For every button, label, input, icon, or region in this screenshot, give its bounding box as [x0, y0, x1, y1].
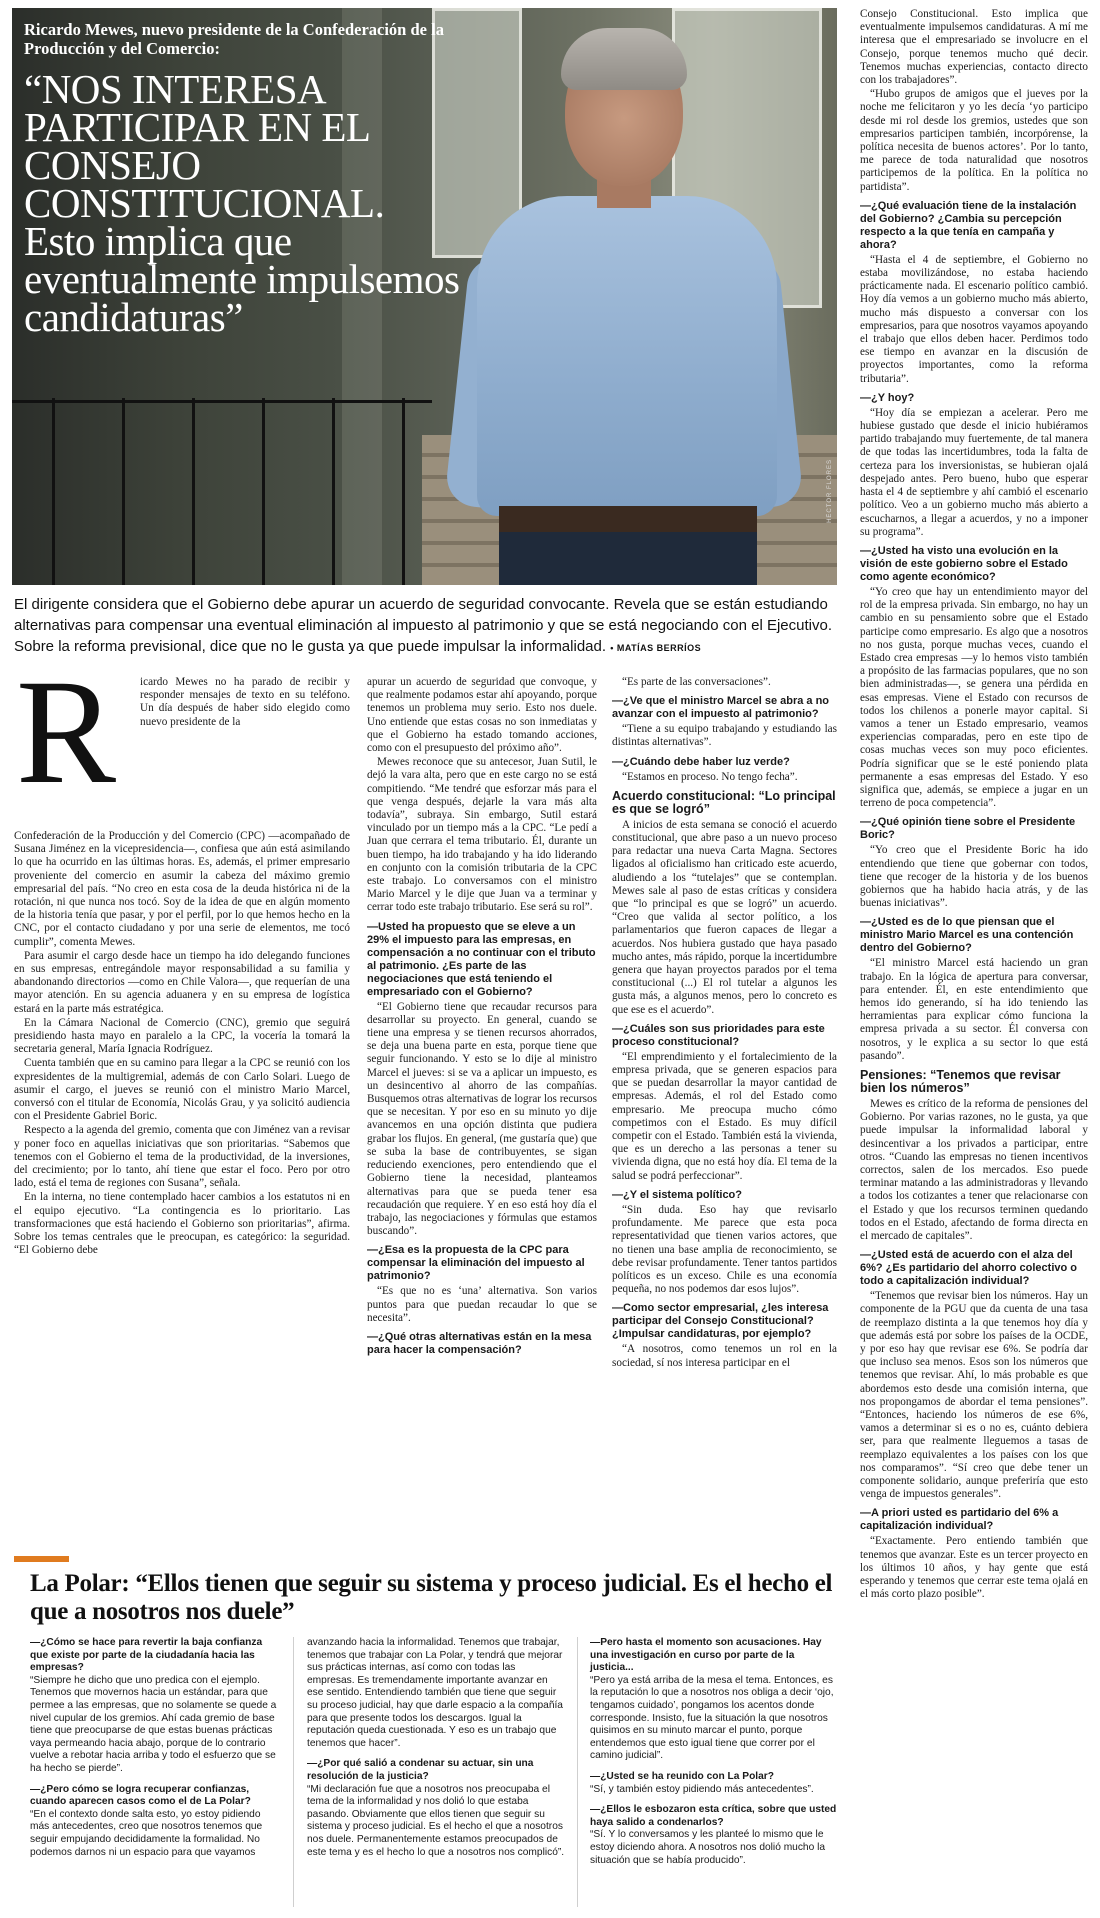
interview-question: —¿Usted está de acuerdo con el alza del 6%? ¿Es partidario del ahorro colectivo o todo a capitalización individual? — [860, 1249, 1077, 1288]
la-polar-column-1 — [30, 1637, 280, 1859]
article-column-2 — [367, 676, 597, 1359]
dropcap: R — [16, 649, 117, 815]
section-accent-bar — [14, 1556, 69, 1562]
interview-question: —Como sector empresarial, ¿les interesa participar del Consejo Constitucional? ¿Impulsar candidaturas, por ejemplo? — [612, 1302, 829, 1341]
article-paragraph: Consejo Constitucional. Esto implica que eventualmente impulsemos candidaturas. A mí me interesa que el empresariado se involucre en el Consejo, porque tenemos mucho qué decir. Tenemos muchas experiencias, contacto directo con los trabajadores”. — [860, 8, 1088, 87]
article-paragraph: “Estamos en proceso. No tengo fecha”. — [622, 770, 798, 783]
article-paragraph: “Hubo grupos de amigos que el jueves por la noche me felicitaron y yo les decía ‘yo participo desde mi rol desde los gremios, ustedes que son empresarios participen también, incorpórense, la política necesita de buenos actores’. Por lo tanto, me parece de toda naturalidad que nosotros participemos de la política. En la política no partidista”. — [860, 88, 1088, 193]
interview-question: —¿Usted se ha reunido con La Polar? — [590, 1770, 774, 1782]
standfirst — [14, 594, 844, 659]
photo-railing — [122, 398, 125, 585]
column-divider — [293, 1637, 294, 1907]
interview-question: —¿Usted es de lo que piensan que el ministro Mario Marcel es una contención dentro del Gobierno? — [860, 916, 1074, 955]
interview-question: —¿Por qué salió a condenar su actuar, sin una resolución de la justicia? — [307, 1758, 534, 1782]
article-paragraph: “Hoy día se empiezan a acelerar. Pero me hubiese gustado que desde el inicio hubiéramos partido trabajando muy fuertemente, de tal manera de que todas las incertidumbres, toda la falta de certeza para los inversionistas, se hubieran ojalá despejado antes. Pero bueno, hubo que esperar hasta el 4 de septiembre y ahí cambió el escenario político. Veo a un gobierno mucho más abierto a escucharnos, a llegar a acuerdos, y no a imponer su programa”. — [860, 406, 1088, 538]
la-polar-column-2 — [307, 1637, 565, 1859]
article-paragraph: Cuenta también que en su camino para llegar a la CPC se reunió con los expresidentes de la multigremial, además de con Carlo Solari. Luego de asumir el cargo, el jueves se reunió con el ministro Mario Marcel, conversó con el titular de Economía, Nicolás Grau, y ya solicitó audiencia con el Presidente Gabriel Boric. — [14, 1057, 350, 1123]
portrait-belt — [499, 506, 757, 532]
portrait-shirt — [477, 196, 777, 516]
interview-answer: “Sí, y también estoy pidiendo más antecedentes”. — [590, 1783, 814, 1795]
kicker: Ricardo Mewes, nuevo presidente de la Confederación de la Producción y del Comercio: — [24, 20, 444, 58]
standfirst-text: El dirigente considera que el Gobierno debe apurar un acuerdo de seguridad convocante. Revela que se están estudiando alternativas para compensar una eventual eliminación al impuesto al patrimonio y que se está negociando con el Ejecutivo. Sobre la reforma previsional, dice que no le gusta ya que puede impulsar la informalidad. — [14, 596, 832, 655]
article-paragraph: “Es parte de las conversaciones”. — [622, 676, 771, 688]
article-paragraph: “Exactamente. Pero entiendo también que tenemos que avanzar. Este es un tercer proyecto en los últimos 10 años, y hay gente que está esperando y tenemos que cerrar este tema ojalá en el más corto plazo posible”. — [860, 1535, 1088, 1601]
article-paragraph: “Es que no es ‘una’ alternativa. Son varios puntos para que puedan recaudar lo que se necesita”. — [367, 1285, 597, 1324]
article-paragraph: “Tiene a su equipo trabajando y estudiando las distintas alternativas”. — [612, 723, 837, 749]
interview-question: —¿Qué opinión tiene sobre el Presidente Boric? — [860, 816, 1076, 842]
article-paragraph: “Hasta el 4 de septiembre, el Gobierno no estaba movilizándose, no estaba haciendo prácticamente nada. El escenario político cambió. Hoy día vemos a un gobierno mucho más abierto, mucho más dispuesto a conversar con los empresarios, para que nosotros vayamos apoyando el trabajo que ellos deben hacer. Perdimos todo ese tiempo en avanzar en la discusión de proyectos importantes, como la reforma tributaria”. — [860, 253, 1088, 385]
article-paragraph: “El ministro Marcel está haciendo un gran trabajo. En la lógica de apertura para conversar, para entender. Él, en este entendimiento que hemos ido generando, sí ha ido teniendo las herramientas para explicar cómo funciona la empresa privada a su sector. Él conversa con nosotros, y le explica a su sector lo que está pasando”. — [860, 957, 1088, 1062]
interview-answer: “Mi declaración fue que a nosotros nos preocupaba el tema de la informalidad y nos dolió lo que estaba pasando. Obviamente que ellos tienen que seguir su sistema y proceso judicial. Es el hecho el que a nosotros nos duele. Permanentemente estamos preocupados de este tema y es el hecho lo que a nosotros nos complicó”. — [307, 1783, 565, 1858]
article-paragraph: apurar un acuerdo de seguridad que convoque, y que realmente podamos estar ahí apoyando, porque tenemos un problema muy serio. Esto nos duele. Uno entiende que estas cosas no son inmediatas y que el Gobierno ha estado tomando acciones, como con el presupuesto del próximo año”. — [367, 676, 597, 755]
article-paragraph: Mewes es crítico de la reforma de pensiones del Gobierno. Por varias razones, no le gusta, ya que puede impulsar la informalidad laboral y desincentivar a los privados a participar, entre otros. “Cuando las empresas no tienen incentivos correctos, salen de los mercados. Eso puede terminar matando a las administradoras y llevando a todos los cotizantes a tener que relacionarse con el Estado y que los recursos terminen quedando todos en el Estado, afectando de forma directa en el mercado de capitales”. — [860, 1098, 1088, 1243]
article-paragraph: “A nosotros, como tenemos un rol en la sociedad, sí nos interesa participar en el — [612, 1343, 837, 1369]
interview-question: —¿Cuándo debe haber luz verde? — [612, 755, 790, 768]
article-paragraph: Mewes reconoce que su antecesor, Juan Sutil, le dejó la vara alta, pero que en este cargo no se está compitiendo. “Me tendré que esforzar más para el que venga después, dejarle la vara más alta todavía”, subraya. Sin embargo, Sutil estará vinculado por un tiempo más a la CPC. “Le pedí a Juan que cerrara el tema tributario. Él, durante un buen tiempo, ha ido trabajando y ha ido liderando en conjunto con la comisión tributaria de la CPC este trabajo. Lo conversamos con el ministro Mario Marcel y le dije que Juan va a terminar y cerrar todo este trabajo tributario. Ese será su rol”. — [367, 756, 597, 914]
interview-answer: “Pero ya está arriba de la mesa el tema. Entonces, es la reputación lo que a nosotros nos obliga a decir ‘ojo, tengamos cuidado’, pongamos los acentos donde corresponde. Insisto, fue la situación la que nosotros quisimos en su minuto marcar el punto, porque entendemos que esto igual tiene que correr por el camino judicial”. — [590, 1674, 834, 1762]
interview-question: —¿Y el sistema político? — [612, 1188, 742, 1201]
photo-credit: HÉCTOR FLORES — [827, 459, 833, 523]
interview-question: —¿Cómo se hace para revertir la baja confianza que existe por parte de la ciudadanía hacia las empresas? — [30, 1637, 263, 1674]
interview-answer: “Siempre he dicho que uno predica con el ejemplo. Tenemos que movernos hacia un estándar, para que permee a las empresas, que no solamente se quede a nivel cupular de los gremios. Ahí cada gremio de base tiene que preocuparse de que estas buenas prácticas vaya permeando hacia abajo, porque de lo contrario vuelve a rebotar hacia arriba y todo el esfuerzo que se ha hecho se pierde”. — [30, 1674, 277, 1774]
interview-question: —¿Cuáles son sus prioridades para este proceso constitucional? — [612, 1022, 825, 1048]
interview-question: —¿Pero cómo se logra recuperar confianzas, cuando aparecen casos como el de La Polar? — [30, 1783, 251, 1808]
article-paragraph: Para asumir el cargo desde hace un tiempo ha ido delegando funciones en sus empresas, entregándole mayor responsabilidad a su familia y abandonando directorios —como en Chile Valora—, que requerían de una mayor atención. En su agencia aduanera y en su empresa de logística estará en la parte más estratégica. — [14, 949, 350, 1015]
interview-answer: “Sí. Y lo conversamos y les planteé lo mismo que le estoy diciendo ahora. A nosotros nos dolió mucho la situación que se había producido”. — [590, 1829, 826, 1866]
interview-question: —¿Qué otras alternativas están en la mesa para hacer la compensación? — [367, 1330, 592, 1356]
photo-railing — [402, 398, 405, 585]
column-divider — [577, 1637, 578, 1907]
interview-answer: “En el contexto donde salta esto, yo estoy pidiendo más antecedentes, creo que nosotros tenemos que seguir empujando decididamente la formalidad. No podemos darnos ni un espacio para que vayamos — [30, 1808, 263, 1858]
article-column-3 — [612, 676, 837, 1371]
interview-answer: avanzando hacia la informalidad. Tenemos que trabajar, tenemos que trabajar con La Polar, y tendrá que mejorar sus prácticas internas, así como con todas las empresas. Es tremendamente importante avanzar en ese sentido. Entendiendo también que tiene que seguir su proceso judicial, hay que darle espacio a la compañía para que presente todos los descargos. Igual la reputación queda cuestionada. Y eso es un trabajo que tenemos que hacer”. — [307, 1637, 563, 1749]
article-column-4 — [860, 8, 1088, 1603]
interview-question: —¿Usted ha visto una evolución en la visión de este gobierno sobre el Estado como agente económico? — [860, 544, 1068, 583]
photo-railing — [12, 400, 432, 403]
interview-question: —¿Y hoy? — [860, 391, 915, 404]
byline: • MATÍAS BERRÍOS — [610, 643, 702, 653]
photo-railing — [262, 398, 265, 585]
article-paragraph: En la Cámara Nacional de Comercio (CNC), gremio que seguirá presidiendo hasta mayo en paralelo a la CPC, la vocería la tomará la secretaria general, María Ignacia Rodríguez. — [14, 1016, 350, 1056]
la-polar-headline: La Polar: “Ellos tienen que seguir su sistema y proceso judicial. Es el hecho el que a nosotros nos duele” — [30, 1570, 833, 1625]
interview-question: —Usted ha propuesto que se eleve a un 29% el impuesto para las empresas, en compensación a no continuar con el tributo al patrimonio. ¿Es parte de las negociaciones que está teniendo el empresariado con el Gobierno? — [367, 920, 596, 998]
article-column-1-top — [16, 649, 350, 815]
portrait-pants — [499, 532, 757, 585]
article-paragraph: “Tenemos que revisar bien los números. Hay un componente de la PGU que da cuenta de una tasa de reemplazo distinta a la que tenemos hoy día y que además está por sobre los países de la OCDE, y por eso hay que revisar ese 6%. Se podría dar que incluso sea menos. Esos son los números que tenemos que revisar. Ahí, lo más probable es que abordemos esto desde una comisión interna, que nos propongamos de abordar el tema pensiones”. “Entonces, haciendo los números de ese 6%, vamos a determinar si es o no es, cuánto debiera ser, para que realmente lleguemos a tasas de reemplazo equivalentes a los países con los que nos comparamos”. “Sí creo que debe tener un componente solidario, aunque preferiría que esto venga de impuestos generales”. — [860, 1290, 1088, 1501]
interview-question: —¿Qué evaluación tiene de la instalación del Gobierno? ¿Cambia su percepción respecto a la que tenía en campaña y ahora? — [860, 199, 1077, 251]
interview-question: —A priori usted es partidario del 6% a capitalización individual? — [860, 1507, 1059, 1533]
article-paragraph: En la interna, no tiene contemplado hacer cambios a los estatutos ni en el equipo ejecutivo. “La contingencia es lo prioritario. Las transformaciones que está haciendo el Gobierno son prioritarias”, afirma. Sobre los temas centrales que le preocupan, es categórico: la seguridad. “El Gobierno debe — [14, 1191, 350, 1257]
article-paragraph: “Yo creo que el Presidente Boric ha ido entendiendo que tiene que gobernar con todos, tiene que recoger de la historia y de los buenos gobiernos que ha habido hacia atrás, y de las buenas iniciativas”. — [860, 844, 1088, 910]
article-paragraph: “Sin duda. Eso hay que revisarlo profundamente. Me parece que esta poca representatividad que tienen varios actores, que no tienen una base amplia de reconocimiento, se debe revisar profundamente. Tener tantos partidos políticos es un exceso. Chile es una economía pequeña, no nos podemos dar esos lujos”. — [612, 1203, 837, 1296]
article-paragraph: Confederación de la Producción y del Comercio (CPC) —acompañado de Susana Jiménez en la vicepresidencia—, confiesa que aún está asimilando lo que ha ocurrido en las últimas horas. Es, además, el primer empresario proveniente del comercio en asumir la cabeza del máximo gremio empresarial del país. “No creo en esta cosa de la deuda histórica ni de la rotación, ni que nunca nos tocó. Soy de la idea de que en algún momento de la historia tenía que pasar, y por el perfil, por lo que hemos hecho en la CNC, por el contacto ciudadano y por una serie de elementos, me tocó cumplir”, comenta Mewes. — [14, 830, 350, 948]
la-polar-column-3 — [590, 1637, 840, 1867]
photo-railing — [52, 398, 55, 585]
interview-question: —¿Ellos le esbozaron esta crítica, sobre que usted haya salido a condenarlos? — [590, 1804, 837, 1828]
portrait-hair — [561, 28, 687, 90]
interview-question: —Pero hasta el momento son acusaciones. Hay una investigación en curso por parte de la justicia... — [590, 1637, 822, 1674]
article-paragraph: Respecto a la agenda del gremio, comenta que con Jiménez van a revisar y poner foco en aquellas iniciativas que son prioritarias. “Sabemos que tenemos con el Gobierno el tema de la productividad, de la inversiones, del crecimiento; por lo tanto, ahí tiene que estar el foco. Pero por otro lado, está el tema de regiones con Susana”, señala. — [14, 1124, 350, 1190]
section-subhead: Pensiones: “Tenemos que revisar bien los números” — [860, 1068, 1061, 1095]
interview-question: —¿Ve que el ministro Marcel se abra a no avanzar con el impuesto al patrimonio? — [612, 695, 830, 721]
interview-question: —¿Esa es la propuesta de la CPC para compensar la eliminación del impuesto al patrimonio? — [367, 1244, 585, 1283]
article-paragraph: icardo Mewes no ha parado de recibir y responder mensajes de texto en su teléfono. Un día después de haber sido elegido como nuevo presidente de la — [140, 676, 350, 728]
portrait-ricardo-mewes — [457, 28, 797, 585]
photo-railing — [332, 398, 335, 585]
photo-railing — [192, 398, 195, 585]
article-paragraph: “El emprendimiento y el fortalecimiento de la empresa privada, que se generen espacios para que se puedan desarrollar la mayor cantidad de empresas. Además, el rol del Estado como empresario. Me preocupa mucho cómo competimos con el Estado. Es muy difícil competir con el Estado. También está la vivienda, que es un derecho a las personas a tener su vivienda digna, que no está hoy día. El tema de la salud se podrá perfeccionar”. — [612, 1050, 837, 1182]
article-paragraph: “El Gobierno tiene que recaudar recursos para desarrollar su proyecto. En general, cuando se tiene una empresa y se tienen recursos ahorrados, se deja una buena parte en esta, porque tiene que seguir funcionando. Y esto se lo dije al ministro Marcel el jueves: si se va a aplicar un impuesto, es un desincentivo al ahorro de las compañías. Busquemos otras alternativas de lograr los recursos que se necesitan. Y por eso en su minuto yo dije avancemos en una opción distinta que pudiera grabar los flujos. En general, (me gustaría que) que se suba la base de contribuyentes, se sigan reduciendo exenciones, pero entendiendo que el Gobierno tiene la necesidad, planteamos alternativas para que se pueda tener esa recaudación que requiere. Y en eso está hoy día el trabajo, las negociaciones y fórmulas que estamos buscando”. — [367, 1000, 597, 1238]
section-subhead: Acuerdo constitucional: “Lo principal es que se logró” — [612, 788, 836, 816]
article-paragraph: “Yo creo que hay un entendimiento mayor del rol de la empresa privada. Sin embargo, no hay un cambio en su pensamiento sobre que el Estado participe como empresario. Es algo que a nosotros no nos gusta, porque muchas veces, cuando el Estado crea empresas —y lo hemos visto también a propósito de las farmacias populares, que no son bien administradas—, se genera una pérdida en esas empresas. Viene el Estado con recursos de todos los chilenos a ponerle mayor capital. Si vamos a tener un Estado empresario, veamos experiencias comparadas, pero en este tipo de cosas muchas veces son muy poco eficientes. Podría significar que se le esté poniendo plata permanente a esas empresas del Estado. Y eso significa que, además, se empiece a jugar en un terreno de poca competencia”. — [860, 585, 1088, 810]
article-paragraph: A inicios de esta semana se conoció el acuerdo constitucional, que abre paso a un nuevo proceso para redactar una nueva Carta Magna. Sectores ligados al oficialismo han criticado este acuerdo, aludiendo a los “tutelajes” que se contemplan. Mewes sale al paso de estas críticas y considera que “lo principal es que se logró” un acuerdo. “Creo que valida al sector político, a los parlamentarios que fueron capaces de llegar a acuerdos. Nos hubiera gustado que haya pasado mucho antes, más rápido, porque la incertidumbre genera que hayan proyectos parados por el tema constitucional (...) El rol tutelar a algunos les gusta más, a algunos menos, pero lo concreto es que ese es el acuerdo”. — [612, 818, 837, 1016]
headline: “NOS INTERESA PARTICIPAR EN EL CONSEJO CONSTITUCIONAL. Esto implica que eventualmente impulsemos candidaturas” — [24, 66, 460, 340]
article-column-1 — [14, 830, 350, 1259]
